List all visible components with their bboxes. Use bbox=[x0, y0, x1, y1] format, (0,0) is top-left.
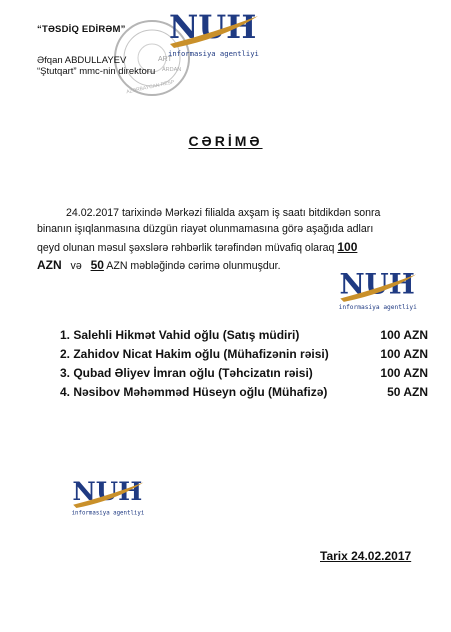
director-name: Əfqan ABDULLAYEV bbox=[37, 55, 127, 66]
paragraph-line-2: binanın işıqlanmasına düzgün riayət olunmamasına görə aşağıda adları bbox=[37, 223, 374, 235]
svg-text:informasiya agentliyi: informasiya agentliyi bbox=[338, 303, 417, 311]
list-item: 3. Qubad Əliyev İmran oğlu (Təhcizatın rəisi) 100 AZN bbox=[60, 366, 428, 380]
svg-text:informasiya agentliyi: informasiya agentliyi bbox=[168, 49, 259, 58]
fines-list bbox=[60, 326, 440, 402]
svg-text:informasiya agentliyi: informasiya agentliyi bbox=[71, 510, 145, 517]
approval-heading: “TƏSDİQ EDİRƏM” bbox=[37, 24, 126, 35]
nuh-logo-top bbox=[166, 4, 266, 62]
stamp-fragment: AZƏRBAYCAN RESP bbox=[125, 79, 175, 96]
document-title: CƏRİMƏ bbox=[188, 133, 263, 149]
paragraph-line-1: 24.02.2017 tarixində Mərkəzi filialda axşam iş saatı bitdikdən sonra bbox=[66, 207, 381, 219]
nuh-logo-bottom bbox=[70, 472, 150, 520]
nuh-logo-middle bbox=[336, 264, 424, 314]
svg-text:NUH: NUH bbox=[72, 477, 143, 507]
paragraph-line-4: AZN və 50 AZN məbləğində cərimə olunmuşdur. bbox=[37, 258, 281, 272]
list-item: 2. Zahidov Nicat Hakim oğlu (Mühafizənin rəisi) 100 AZN bbox=[60, 347, 428, 361]
svg-text:NUH: NUH bbox=[339, 267, 415, 301]
fine-amount-50: 50 bbox=[90, 258, 104, 272]
list-item: 1. Salehli Hikmət Vahid oğlu (Satış müdiri) 100 AZN bbox=[60, 328, 428, 342]
document-date: Tarix 24.02.2017 bbox=[320, 549, 412, 563]
director-role: “Ştutqart” mmc-nin direktoru bbox=[37, 66, 156, 77]
fine-amount-100: 100 bbox=[337, 240, 358, 254]
svg-text:NUH: NUH bbox=[169, 8, 257, 46]
stamp-fragment: ART bbox=[158, 56, 172, 63]
list-item: 4. Nəsibov Məhəmməd Hüseyn oğlu (Mühafizə) 50 AZN bbox=[60, 385, 428, 399]
stamp-fragment: ÄRDAN bbox=[162, 67, 182, 73]
currency-label: AZN bbox=[37, 258, 62, 272]
paragraph-line-3: qeyd olunan məsul şəxslərə rəhbərlik tərəfindən müvafiq olaraq 100 bbox=[37, 240, 358, 254]
